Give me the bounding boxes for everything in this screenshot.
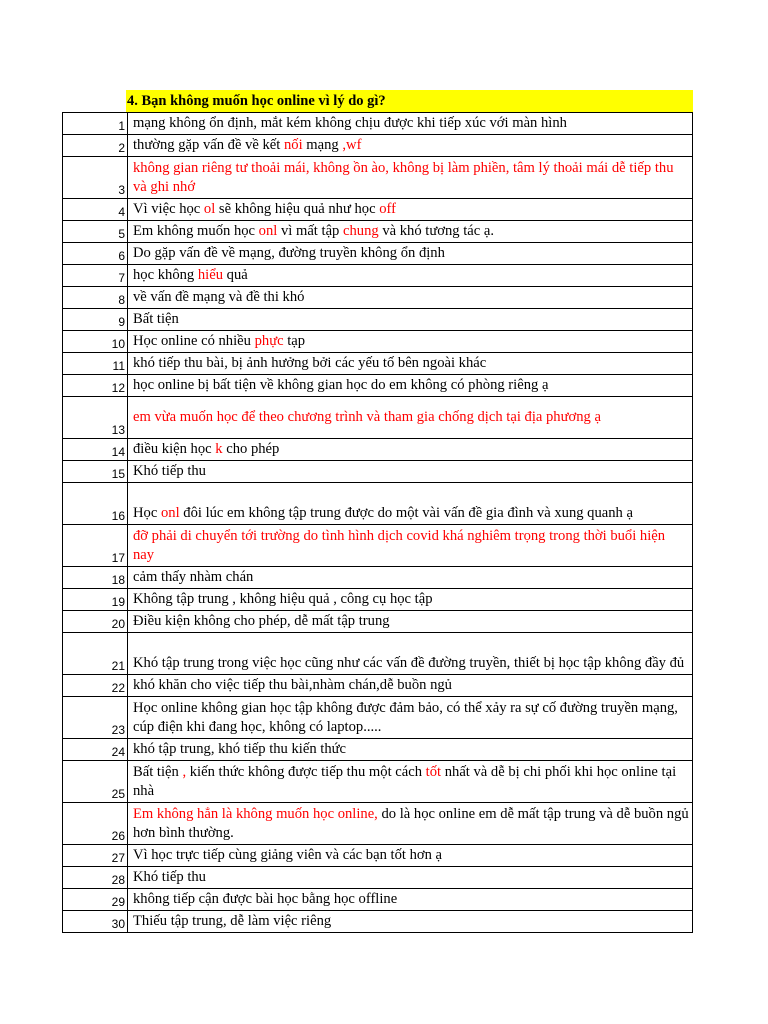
response-text: về vấn đề mạng và đề thi khó [133,289,305,305]
table-row [63,911,693,933]
row-number: 11 [63,353,128,375]
row-number: 24 [63,739,128,761]
response-cell [128,739,693,761]
response-text: và khó tương tác ạ. [378,223,494,239]
highlighted-text: đỡ phải di chuyển tới trường do tình hình dịch covid khá nghiêm trọng trong thời buổi hiện nay [133,528,666,563]
highlighted-text: k [215,441,223,457]
row-number: 5 [63,221,128,243]
highlighted-text: ,wf [342,137,362,153]
response-cell [128,803,693,845]
table-row [63,157,693,199]
table-row [63,287,693,309]
response-text: tạp [283,333,306,349]
response-cell [128,439,693,461]
row-number: 8 [63,287,128,309]
response-cell [128,567,693,589]
response-cell [128,697,693,739]
highlighted-text: hiểu [197,267,223,283]
response-text: học online bị bất tiện về không gian học do em không có phòng riêng ạ [133,377,549,393]
response-text: điều kiện học [133,441,216,457]
highlighted-text: ol [203,201,216,217]
response-cell [128,589,693,611]
table-row [63,243,693,265]
table-row [63,461,693,483]
row-number: 15 [63,461,128,483]
response-text: Không tập trung , không hiệu quả , công cụ học tập [133,591,433,607]
response-text: cho phép [222,441,280,457]
row-number: 23 [63,697,128,739]
response-text: nhất và dễ bị chi phối khi học online tại nhà [133,764,677,799]
response-text: Vì học trực tiếp cùng giảng viên và các bạn tốt hơn ạ [133,847,443,863]
response-text: quả [223,267,248,283]
table-row [63,803,693,845]
row-number: 27 [63,845,128,867]
highlighted-text: phực [254,333,284,349]
response-cell [128,157,693,199]
response-cell [128,375,693,397]
table-row [63,113,693,135]
table-row [63,739,693,761]
spreadsheet [62,90,693,933]
row-number: 28 [63,867,128,889]
table-row [63,697,693,739]
row-number: 6 [63,243,128,265]
row-number: 22 [63,675,128,697]
response-text: khó tập trung, khó tiếp thu kiến thức [133,741,346,757]
table-row [63,265,693,287]
response-text: Khó tập trung trong việc học cũng như các vấn đề đường truyền, thiết bị học tập không đầy đủ [133,655,685,671]
table-row [63,567,693,589]
response-cell [128,353,693,375]
row-number: 17 [63,525,128,567]
responses-table [62,112,693,933]
row-number: 1 [63,113,128,135]
response-cell [128,461,693,483]
header-blank-cell [62,90,126,112]
table-row [63,221,693,243]
table-row [63,675,693,697]
response-text: Em không muốn học [133,223,259,239]
row-number: 4 [63,199,128,221]
row-number: 20 [63,611,128,633]
response-text: Vì việc học [133,201,204,217]
response-cell [128,867,693,889]
response-cell [128,611,693,633]
response-text: cảm thấy nhàm chán [133,569,254,585]
response-cell [128,761,693,803]
table-row [63,375,693,397]
highlighted-text: onl [258,223,278,239]
response-cell [128,483,693,525]
response-text: khó khăn cho việc tiếp thu bài,nhàm chán,dễ buồn ngủ [133,677,452,693]
response-text: học không [133,267,198,283]
table-row [63,525,693,567]
row-number: 9 [63,309,128,331]
table-row [63,589,693,611]
row-number: 25 [63,761,128,803]
response-cell [128,309,693,331]
response-text: mạng không ổn định, mắt kém không chịu được khi tiếp xúc với màn hình [133,115,567,131]
response-cell [128,331,693,353]
row-number: 10 [63,331,128,353]
row-number: 12 [63,375,128,397]
table-row [63,483,693,525]
response-text: Học online không gian học tập không được đảm bảo, có thể xảy ra sự cố đường truyền mạng, cúp điện khi đang học, không có laptop..... [133,700,678,735]
table-row [63,761,693,803]
table-row [63,135,693,157]
response-cell [128,135,693,157]
response-text: Điều kiện không cho phép, dễ mất tập trung [133,613,390,629]
response-text: Học online có nhiều [133,333,255,349]
response-text: kiến thức không được tiếp thu một cách [186,764,426,780]
row-number: 7 [63,265,128,287]
highlighted-text: Em không hẳn là không muốn học online, [133,806,378,822]
question-title: 4. Bạn không muốn học online vì lý do gì? [126,90,693,112]
table-row [63,889,693,911]
highlighted-text: chung [343,223,379,239]
response-text: Học [133,505,161,521]
response-cell [128,265,693,287]
row-number: 30 [63,911,128,933]
highlighted-text: em vừa muốn học để theo chương trình và tham gia chống dịch tại địa phương ạ [133,409,601,425]
table-row [63,439,693,461]
response-text: thường gặp vấn đề về kết [133,137,284,153]
table-row [63,611,693,633]
response-cell [128,397,693,439]
header-row [62,90,693,112]
response-cell [128,243,693,265]
response-text: vì mất tập [277,223,343,239]
row-number: 14 [63,439,128,461]
response-cell [128,911,693,933]
row-number: 29 [63,889,128,911]
row-number: 2 [63,135,128,157]
response-cell [128,199,693,221]
highlighted-text: , [182,764,187,780]
response-cell [128,633,693,675]
response-cell [128,525,693,567]
table-row [63,353,693,375]
row-number: 19 [63,589,128,611]
table-row [63,199,693,221]
response-cell [128,221,693,243]
response-cell [128,113,693,135]
table-row [63,331,693,353]
highlighted-text: không gian riêng tư thoải mái, không ồn ào, không bị làm phiền, tâm lý thoải mái dễ tiếp thu và ghi nhớ [133,160,674,195]
row-number: 3 [63,157,128,199]
response-text: không tiếp cận được bài học bằng học offline [133,891,398,907]
highlighted-text: tốt [425,764,442,780]
response-text: sẽ không hiệu quả như học [215,201,380,217]
response-cell [128,287,693,309]
row-number: 26 [63,803,128,845]
table-row [63,309,693,331]
response-text: Khó tiếp thu [133,869,206,885]
response-cell [128,675,693,697]
highlighted-text: off [379,201,396,217]
response-cell [128,845,693,867]
response-text: đôi lúc em không tập trung được do một vài vấn đề gia đình và xung quanh ạ [179,505,633,521]
response-cell [128,889,693,911]
table-row [63,845,693,867]
response-text: Thiếu tập trung, dễ làm việc riêng [133,913,332,929]
table-row [63,633,693,675]
response-text: Khó tiếp thu [133,463,206,479]
row-number: 18 [63,567,128,589]
response-text: khó tiếp thu bài, bị ảnh hưởng bởi các yếu tố bên ngoài khác [133,355,487,371]
highlighted-text: onl [160,505,180,521]
response-text: mạng [302,137,343,153]
response-text: Do gặp vấn đề về mạng, đường truyền không ổn định [133,245,445,261]
response-text: Bất tiện [133,311,179,327]
response-text: Bất tiện [133,764,183,780]
row-number: 21 [63,633,128,675]
highlighted-text: nối [283,137,303,153]
response-text: do là học online em dễ mất tập trung và dễ buồn ngủ hơn bình thường. [133,806,689,841]
table-row [63,397,693,439]
row-number: 16 [63,483,128,525]
row-number: 13 [63,397,128,439]
table-row [63,867,693,889]
